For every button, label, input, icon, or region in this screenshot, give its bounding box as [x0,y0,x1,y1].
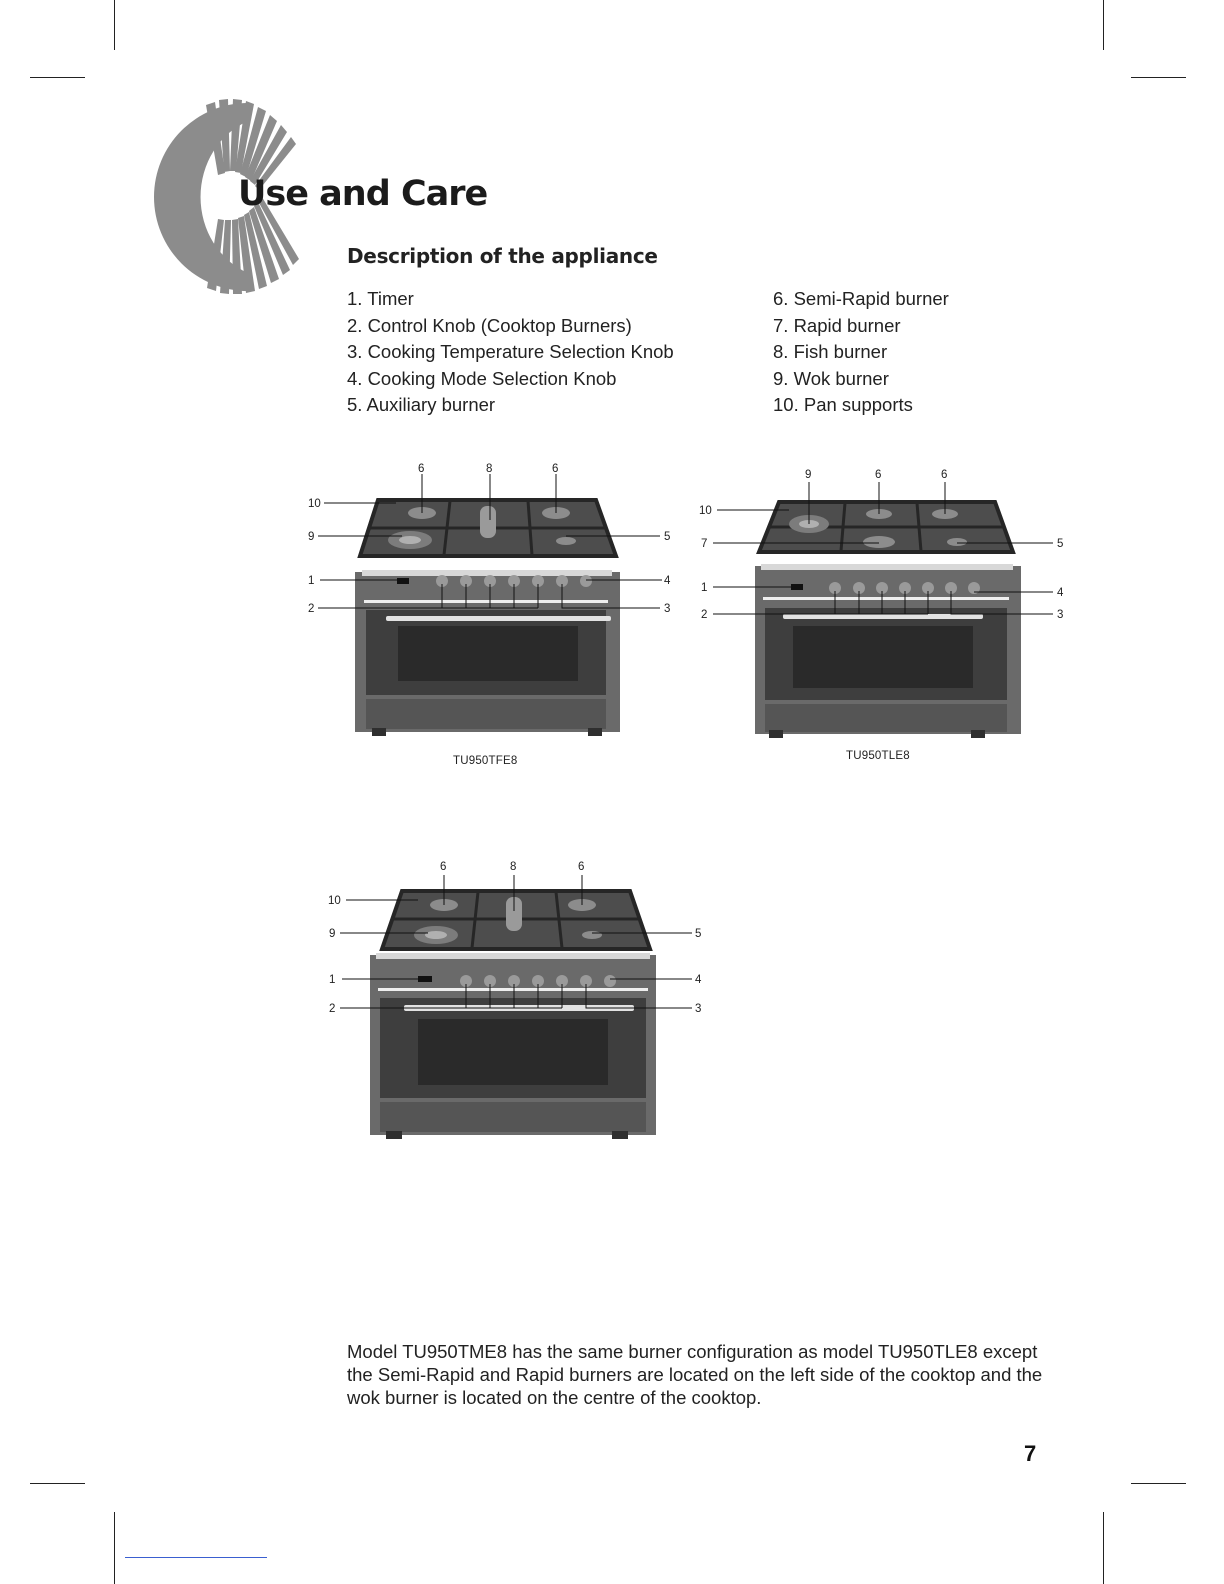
model-label: TU950TLE8 [846,750,910,762]
callout-label: 5 [695,928,702,940]
callout-label: 4 [664,575,671,587]
crop-mark [30,1483,85,1484]
callout-label: 4 [695,974,702,986]
callout-label: 6 [941,469,948,481]
list-item: 8. Fish burner [773,341,888,362]
page-number: 7 [1024,1441,1037,1466]
list-item: 6. Semi-Rapid burner [773,288,949,309]
section-title: Use and Care [238,174,488,214]
callout-label: 1 [701,582,708,594]
appliance-diagram [695,462,1075,747]
list-item: 4. Cooking Mode Selection Knob [347,367,617,389]
callout-label: 6 [418,463,425,475]
crop-mark [114,0,115,50]
callout-label: 7 [701,538,708,550]
callout-label: 2 [308,603,315,615]
list-item: 2. Control Knob (Cooktop Burners) [347,314,632,336]
link-underline [125,1557,267,1558]
appliance-diagram [300,458,680,748]
crop-mark [30,77,85,78]
list-item: 10. Pan supports [773,394,913,415]
crop-mark [1103,0,1104,50]
callout-label: 2 [329,1003,336,1015]
callout-label: 6 [875,469,882,481]
crop-mark [1131,77,1186,78]
parts-list-left [347,286,674,419]
parts-list-right [773,286,949,419]
callout-label: 6 [552,463,559,475]
callout-label: 4 [1057,587,1064,599]
callout-label: 5 [1057,538,1064,550]
callout-label: 10 [308,498,321,510]
callout-label: 10 [699,505,712,517]
list-item: 5. Auxiliary burner [347,394,496,415]
callout-label: 3 [664,603,671,615]
list-item: 9. Wok burner [773,367,889,389]
callout-label: 3 [1057,609,1064,621]
crop-mark [1103,1512,1104,1584]
crop-mark [1131,1483,1186,1484]
range-illustration [755,502,1021,738]
appliance-diagram [320,855,710,1145]
description-heading: Description of the appliance [347,244,658,268]
callout-label: 9 [308,531,315,543]
model-label: TU950TFE8 [453,755,518,767]
callout-label: 9 [805,469,812,481]
callout-label: 2 [701,609,708,621]
callout-label: 10 [328,895,341,907]
range-illustration [355,500,620,736]
list-item: 1. Timer [347,288,414,309]
list-item: 7. Rapid burner [773,314,901,336]
callout-label: 5 [664,531,671,543]
callout-label: 6 [578,861,585,873]
callout-label: 3 [695,1003,702,1015]
list-item: 3. Cooking Temperature Selection Knob [347,341,674,362]
callout-label: 6 [440,861,447,873]
crop-mark [114,1512,115,1584]
range-illustration [370,891,656,1139]
model-note: Model TU950TME8 has the same burner configuration as model TU950TLE8 except the Semi-Rapid and Rapid burners are located on the left side of the cooktop and the wok burner is located on the centre of the cooktop. [347,1341,1043,1408]
callout-label: 1 [329,974,336,986]
callout-label: 8 [510,861,517,873]
callout-label: 8 [486,463,493,475]
callout-label: 9 [329,928,336,940]
callout-label: 1 [308,575,315,587]
